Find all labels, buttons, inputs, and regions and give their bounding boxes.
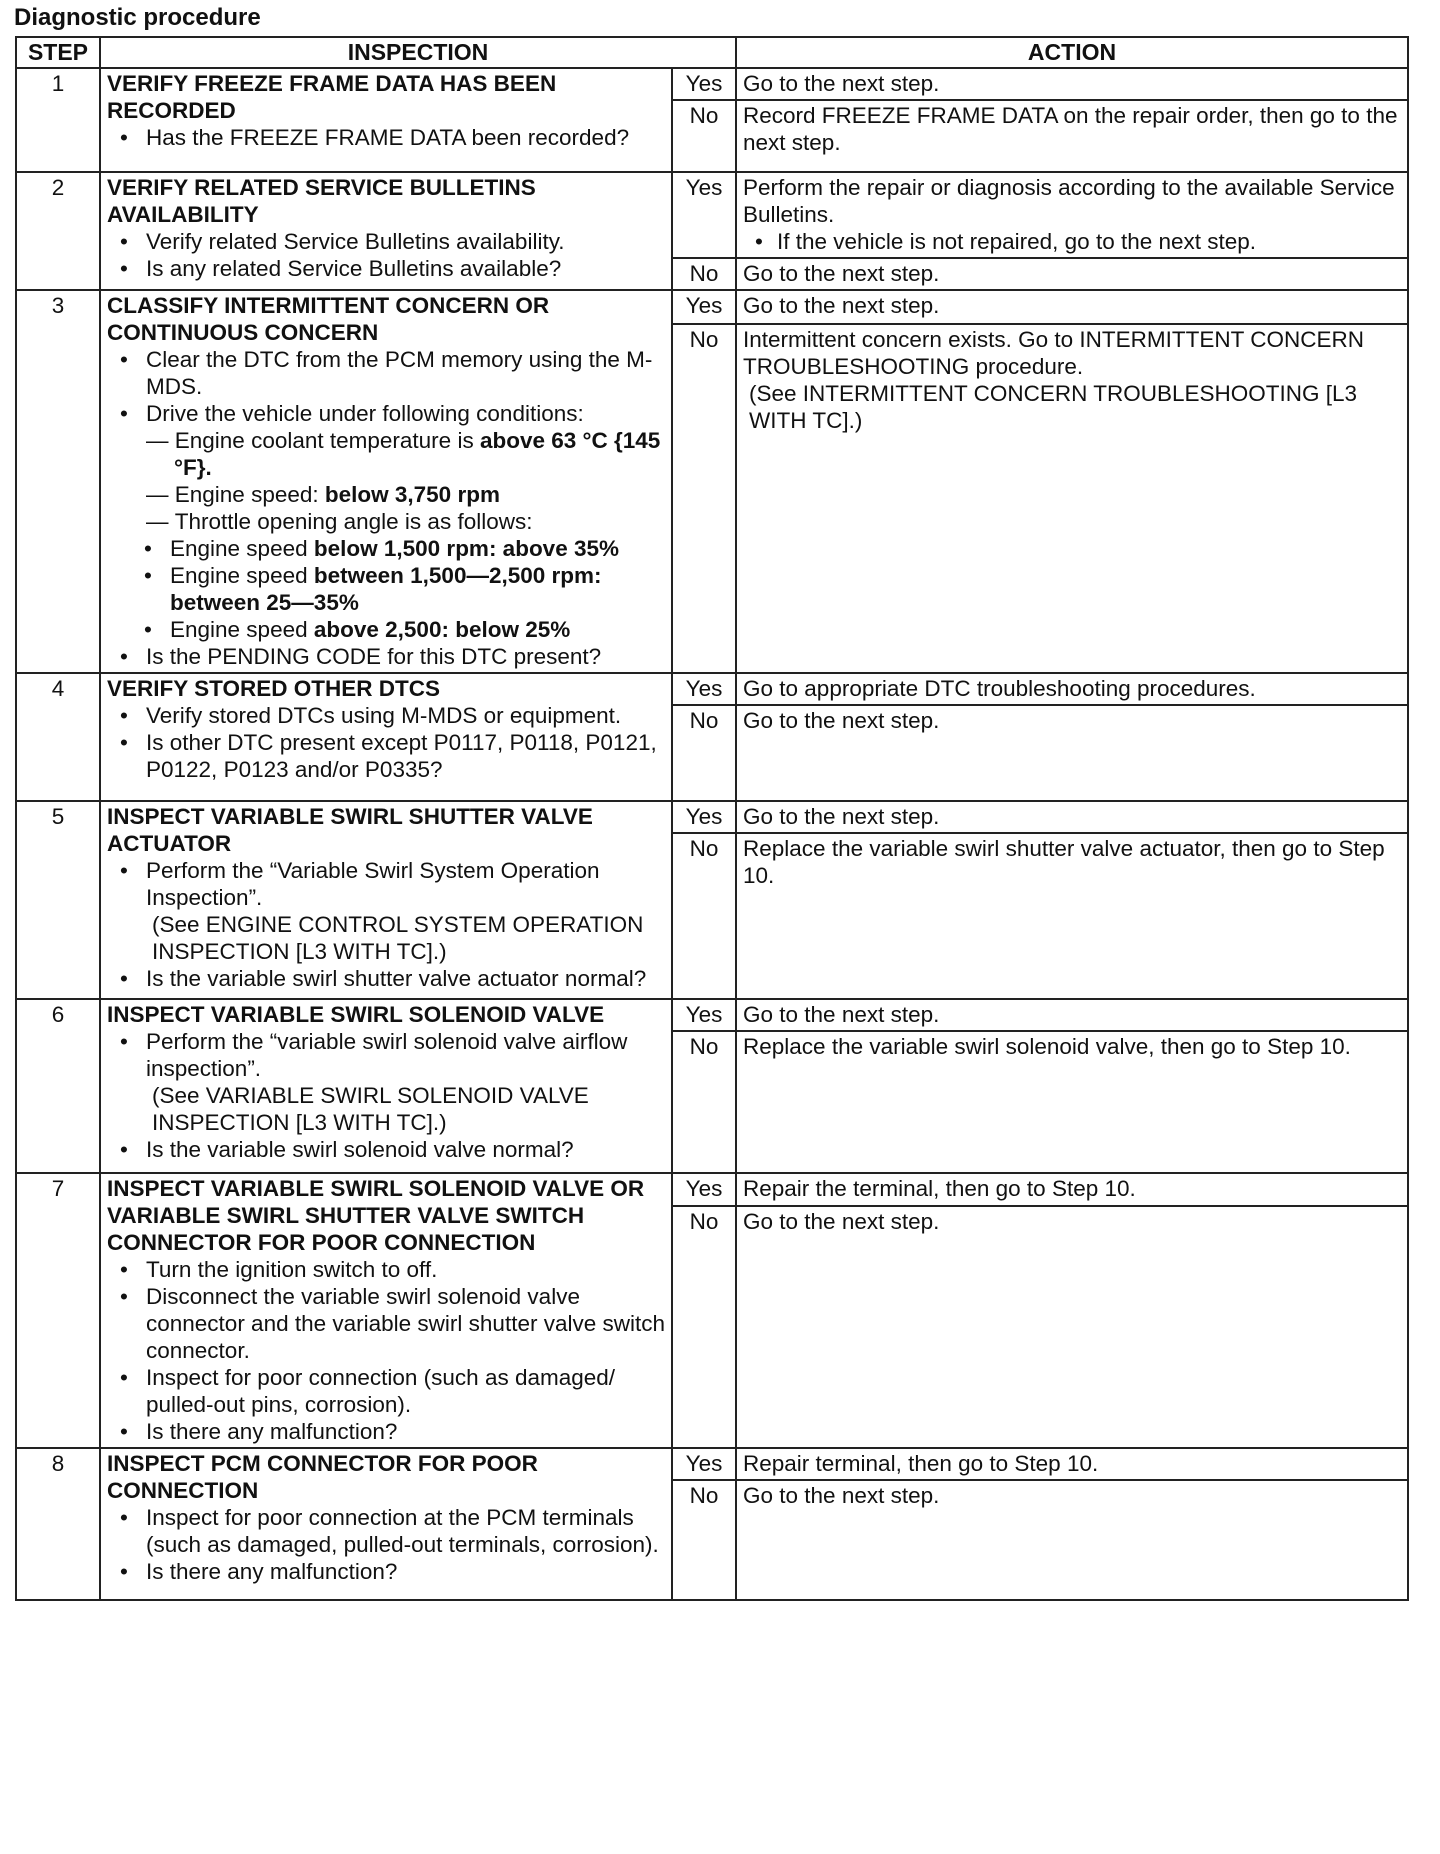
step-number: 6 xyxy=(16,999,100,1173)
throttle-list xyxy=(107,535,665,643)
list-item: • Engine speed between 1,500—2,500 rpm: between 25—35% xyxy=(170,562,665,616)
action-yes xyxy=(736,172,1408,258)
list-item: • Perform the “variable swirl solenoid valve airflow inspection”. (See VARIABLE SWIRL SOLENOID VALVE INSPECTION [L3 WITH TC].) xyxy=(146,1028,665,1136)
header-action: ACTION xyxy=(736,37,1408,68)
table-row xyxy=(16,290,1408,324)
table-row xyxy=(16,1448,1408,1480)
result-yes: Yes xyxy=(672,801,736,833)
action-no: Record FREEZE FRAME DATA on the repair order, then go to the next step. xyxy=(736,100,1408,172)
result-no: No xyxy=(672,705,736,801)
step-number: 3 xyxy=(16,290,100,673)
table-row xyxy=(16,172,1408,258)
inspection-list xyxy=(107,702,665,783)
inspection-list xyxy=(107,1256,665,1445)
action-no: Replace the variable swirl shutter valve actuator, then go to Step 10. xyxy=(736,833,1408,999)
header-step: STEP xyxy=(16,37,100,68)
action-yes: Go to the next step. xyxy=(736,999,1408,1031)
list-item: • Is there any malfunction? xyxy=(146,1418,665,1445)
diagnostic-procedure-table xyxy=(15,36,1409,1601)
inspection-reference: (See VARIABLE SWIRL SOLENOID VALVE INSPECTION [L3 WITH TC].) xyxy=(152,1083,589,1135)
inspection-cell xyxy=(100,172,672,290)
inspection-title: INSPECT VARIABLE SWIRL SOLENOID VALVE xyxy=(107,1002,605,1027)
list-item: • Is the variable swirl shutter valve actuator normal? xyxy=(146,965,665,992)
step-number: 7 xyxy=(16,1173,100,1448)
inspection-cell xyxy=(100,999,672,1173)
result-yes: Yes xyxy=(672,1173,736,1206)
header-inspection: INSPECTION xyxy=(100,37,736,68)
result-yes: Yes xyxy=(672,673,736,705)
list-item: • Verify related Service Bulletins availability. xyxy=(146,228,665,255)
action-yes: Repair terminal, then go to Step 10. xyxy=(736,1448,1408,1480)
inspection-title: VERIFY FREEZE FRAME DATA HAS BEEN RECORDED xyxy=(107,71,557,123)
list-item: • Clear the DTC from the PCM memory using the M-MDS. xyxy=(146,346,665,400)
action-yes: Go to appropriate DTC troubleshooting procedures. xyxy=(736,673,1408,705)
table-row xyxy=(16,68,1408,100)
result-yes: Yes xyxy=(672,999,736,1031)
result-no: No xyxy=(672,324,736,673)
table-row xyxy=(16,999,1408,1031)
list-item: • Disconnect the variable swirl solenoid valve connector and the variable swirl shutter valve switch connector. xyxy=(146,1283,665,1364)
result-yes: Yes xyxy=(672,172,736,258)
inspection-list xyxy=(107,643,665,670)
step-number: 2 xyxy=(16,172,100,290)
list-item: • Is any related Service Bulletins available? xyxy=(146,255,665,282)
condition-coolant: — Engine coolant temperature is above 63 °C {145 °F}. xyxy=(146,427,665,481)
list-item: • Is other DTC present except P0117, P0118, P0121, P0122, P0123 and/or P0335? xyxy=(146,729,665,783)
list-item: • Has the FREEZE FRAME DATA been recorded? xyxy=(146,124,665,151)
action-no: Go to the next step. xyxy=(736,1480,1408,1600)
list-item: • Verify stored DTCs using M-MDS or equipment. xyxy=(146,702,665,729)
inspection-title: INSPECT PCM CONNECTOR FOR POOR CONNECTION xyxy=(107,1451,538,1503)
inspection-cell xyxy=(100,1173,672,1448)
list-item: • Is there any malfunction? xyxy=(146,1558,665,1585)
result-no: No xyxy=(672,1206,736,1448)
inspection-title: INSPECT VARIABLE SWIRL SHUTTER VALVE ACTUATOR xyxy=(107,804,593,856)
list-item: • Is the PENDING CODE for this DTC present? xyxy=(146,643,665,670)
action-no: Go to the next step. xyxy=(736,258,1408,290)
action-yes: Repair the terminal, then go to Step 10. xyxy=(736,1173,1408,1206)
action-reference: (See INTERMITTENT CONCERN TROUBLESHOOTING [L3 WITH TC].) xyxy=(749,380,1358,433)
list-item: • Turn the ignition switch to off. xyxy=(146,1256,665,1283)
inspection-list xyxy=(107,857,665,992)
result-yes: Yes xyxy=(672,68,736,100)
inspection-title: VERIFY RELATED SERVICE BULLETINS AVAILABILITY xyxy=(107,175,536,227)
action-no xyxy=(736,324,1408,673)
step-number: 1 xyxy=(16,68,100,172)
table-row xyxy=(16,673,1408,705)
result-no: No xyxy=(672,100,736,172)
step-number: 5 xyxy=(16,801,100,999)
inspection-cell xyxy=(100,290,672,673)
inspection-cell xyxy=(100,801,672,999)
action-no: Replace the variable swirl solenoid valve, then go to Step 10. xyxy=(736,1031,1408,1173)
table-row xyxy=(16,1173,1408,1206)
inspection-title: INSPECT VARIABLE SWIRL SOLENOID VALVE OR VARIABLE SWIRL SHUTTER VALVE SWITCH CONNECTOR FOR POOR CONNECTION xyxy=(107,1176,645,1255)
action-no: Go to the next step. xyxy=(736,1206,1408,1448)
inspection-cell xyxy=(100,68,672,172)
step-number: 8 xyxy=(16,1448,100,1600)
list-item xyxy=(146,400,665,427)
result-no: No xyxy=(672,833,736,999)
result-yes: Yes xyxy=(672,1448,736,1480)
table-header-row xyxy=(16,37,1408,68)
inspection-reference: (See ENGINE CONTROL SYSTEM OPERATION INSPECTION [L3 WITH TC].) xyxy=(152,912,644,964)
condition-speed: — Engine speed: below 3,750 rpm xyxy=(146,481,665,508)
action-yes: Go to the next step. xyxy=(736,290,1408,324)
action-no: Go to the next step. xyxy=(736,705,1408,801)
list-item: • Engine speed below 1,500 rpm: above 35% xyxy=(170,535,665,562)
result-no: No xyxy=(672,1480,736,1600)
page-title: Diagnostic procedure xyxy=(14,4,261,31)
list-item-text: Drive the vehicle under following conditions: xyxy=(146,401,584,426)
inspection-list xyxy=(107,346,665,427)
list-item: • Engine speed above 2,500: below 25% xyxy=(170,616,665,643)
inspection-cell xyxy=(100,673,672,801)
list-item: • Inspect for poor connection at the PCM terminals (such as damaged, pulled-out terminals, corrosion). xyxy=(146,1504,665,1558)
list-item: • Is the variable swirl solenoid valve normal? xyxy=(146,1136,665,1163)
table-row xyxy=(16,801,1408,833)
result-no: No xyxy=(672,258,736,290)
list-item: • Inspect for poor connection (such as damaged/ pulled-out pins, corrosion). xyxy=(146,1364,665,1418)
step-number: 4 xyxy=(16,673,100,801)
inspection-list xyxy=(107,1504,665,1585)
action-text: Perform the repair or diagnosis according to the available Service Bulletins. xyxy=(743,175,1395,227)
conditions-list xyxy=(107,427,665,535)
result-no: No xyxy=(672,1031,736,1173)
action-bullet: • If the vehicle is not repaired, go to the next step. xyxy=(743,228,1401,255)
inspection-list xyxy=(107,1028,665,1163)
inspection-list xyxy=(107,124,665,151)
action-yes: Go to the next step. xyxy=(736,68,1408,100)
inspection-title: VERIFY STORED OTHER DTCS xyxy=(107,676,440,701)
list-item: • Perform the “Variable Swirl System Operation Inspection”. (See ENGINE CONTROL SYSTEM OPERATION INSPECTION [L3 WITH TC].) xyxy=(146,857,665,965)
result-yes: Yes xyxy=(672,290,736,324)
inspection-list xyxy=(107,228,665,282)
inspection-cell xyxy=(100,1448,672,1600)
action-text: Intermittent concern exists. Go to INTERMITTENT CONCERN TROUBLESHOOTING procedure. xyxy=(743,326,1364,379)
inspection-title: CLASSIFY INTERMITTENT CONCERN OR CONTINUOUS CONCERN xyxy=(107,293,550,345)
condition-throttle: — Throttle opening angle is as follows: xyxy=(146,508,665,535)
action-yes: Go to the next step. xyxy=(736,801,1408,833)
